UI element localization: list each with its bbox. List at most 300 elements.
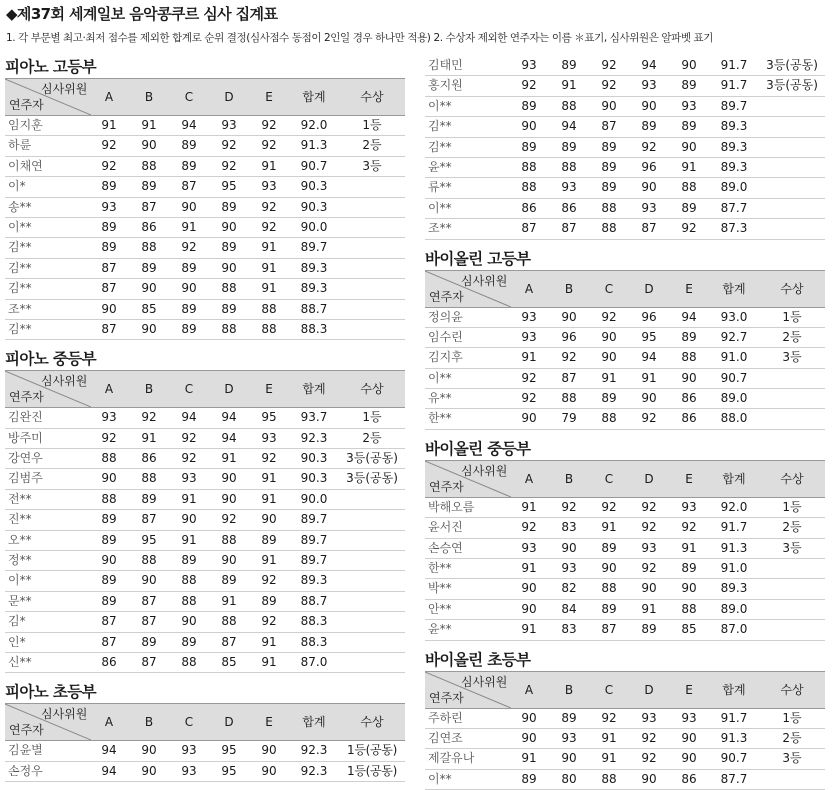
- section-gap: [425, 641, 825, 649]
- judge-score: 88: [561, 98, 577, 113]
- table-row: [425, 409, 825, 429]
- judge-score: 92: [681, 221, 697, 236]
- judges-label: 심사위원: [41, 82, 88, 96]
- performer-name: 전**: [8, 491, 32, 506]
- header-col-5: 합계: [722, 471, 746, 486]
- page-title: ◆제37회 세계일보 음악콩쿠르 심사 집계표: [6, 5, 278, 23]
- performer-name: 김**: [8, 281, 32, 296]
- table-row: [5, 571, 405, 591]
- table-row: [5, 300, 405, 320]
- judge-score: 87: [521, 221, 537, 236]
- judge-score: 88: [601, 771, 617, 786]
- table-row: [5, 279, 405, 299]
- total-score: 87.3: [720, 221, 748, 236]
- performer-name: 윤**: [428, 159, 452, 174]
- table-header: [425, 270, 825, 308]
- judge-score: 91: [601, 751, 617, 766]
- judge-score: 93: [521, 309, 537, 324]
- judge-score: 89: [181, 260, 197, 275]
- total-score: 89.7: [300, 512, 328, 527]
- judge-score: 87: [181, 179, 197, 194]
- judge-score: 93: [181, 471, 197, 486]
- judge-score: 89: [681, 200, 697, 215]
- header-col-6: 수상: [360, 715, 384, 730]
- header-col-3: D: [644, 281, 654, 296]
- total-score: 91.7: [720, 520, 748, 535]
- judge-score: 90: [521, 119, 537, 134]
- judge-score: 88: [141, 553, 157, 568]
- judge-score: 90: [561, 309, 577, 324]
- total-score: 91.0: [720, 561, 748, 576]
- judge-score: 89: [181, 553, 197, 568]
- judge-score: 88: [181, 573, 197, 588]
- judge-score: 88: [601, 221, 617, 236]
- total-score: 89.7: [300, 553, 328, 568]
- header-col-0: A: [524, 281, 534, 296]
- performer-name: 김태민: [428, 58, 463, 72]
- judge-score: 89: [261, 532, 277, 547]
- total-score: 90.3: [300, 199, 328, 214]
- judge-score: 93: [521, 540, 537, 555]
- left-column: [5, 56, 405, 782]
- total-score: 88.7: [300, 593, 328, 608]
- header-col-0: A: [104, 90, 114, 104]
- total-score: 87.0: [720, 622, 748, 637]
- judge-score: 80: [561, 771, 577, 786]
- judge-score: 89: [521, 139, 537, 154]
- judge-score: 91: [141, 118, 157, 132]
- table-row: [5, 136, 405, 156]
- performer-name: 임수린: [428, 329, 463, 344]
- section-piano-high: [5, 56, 405, 340]
- judge-score: 88: [601, 581, 617, 596]
- performer-name: 오**: [8, 532, 32, 547]
- performer-name: 정**: [8, 553, 32, 568]
- header-col-2: C: [184, 90, 194, 104]
- judge-score: 90: [181, 614, 197, 629]
- judges-label: 심사위원: [41, 707, 88, 722]
- judge-score: 88: [261, 321, 277, 336]
- total-score: 87.7: [720, 200, 748, 215]
- total-score: 89.7: [300, 532, 328, 547]
- judge-score: 90: [221, 491, 237, 506]
- section-piano-elem-cont: [425, 56, 825, 240]
- performer-label: 연주자: [429, 690, 464, 705]
- judge-score: 90: [521, 710, 537, 725]
- judge-score: 89: [601, 540, 617, 555]
- table-header: [425, 671, 825, 709]
- judge-score: 88: [561, 159, 577, 174]
- section-title: 바이올린 초등부: [425, 650, 531, 669]
- table-row: [425, 579, 825, 599]
- header-col-2: C: [604, 471, 614, 486]
- table-row: [5, 177, 405, 197]
- judge-score: 89: [101, 573, 117, 588]
- judge-score: 89: [181, 634, 197, 649]
- judge-score: 87: [601, 119, 617, 134]
- judge-score: 89: [101, 532, 117, 547]
- table-row: [425, 117, 825, 137]
- header-col-3: D: [224, 715, 234, 730]
- performer-name: 이**: [428, 98, 452, 113]
- performer-name: 하륜: [8, 138, 32, 153]
- judge-score: 91: [261, 491, 277, 506]
- performer-name: 조**: [428, 221, 452, 236]
- judge-score: 90: [521, 601, 537, 616]
- table-row: [425, 308, 825, 328]
- judge-score: 93: [641, 200, 657, 215]
- judge-score: 90: [681, 581, 697, 596]
- judge-score: 90: [141, 573, 157, 588]
- judge-score: 87: [141, 199, 157, 214]
- judge-score: 89: [101, 179, 117, 194]
- header-col-3: D: [224, 90, 234, 104]
- judge-score: 89: [681, 119, 697, 134]
- judge-score: 90: [101, 471, 117, 486]
- judge-score: 79: [561, 411, 577, 426]
- performer-name: 손승연: [428, 540, 463, 555]
- judge-score: 91: [181, 491, 197, 506]
- judge-score: 92: [521, 391, 537, 406]
- judge-score: 91: [681, 159, 697, 174]
- total-score: 91.3: [720, 540, 748, 555]
- performer-name: 김**: [8, 240, 32, 255]
- section-piano-middle: [5, 340, 405, 673]
- judge-score: 92: [261, 199, 277, 214]
- judge-score: 92: [601, 58, 617, 72]
- judge-score: 90: [261, 743, 277, 758]
- table-row: [425, 219, 825, 239]
- judge-score: 89: [221, 199, 237, 214]
- header-col-5: 합계: [722, 281, 746, 296]
- header-col-3: D: [644, 471, 654, 486]
- table-row: [5, 259, 405, 279]
- judge-score: 92: [101, 430, 117, 445]
- header-col-5: 합계: [722, 682, 746, 697]
- judge-score: 88: [101, 451, 117, 466]
- table-row: [425, 709, 825, 729]
- performer-name: 이**: [8, 219, 32, 234]
- judge-score: 94: [681, 309, 697, 324]
- judge-score: 90: [641, 771, 657, 786]
- header-col-1: B: [144, 90, 154, 104]
- performer-name: 윤**: [428, 622, 452, 637]
- header-col-4: E: [265, 382, 273, 397]
- total-score: 89.7: [720, 98, 748, 113]
- judge-score: 88: [221, 614, 237, 629]
- judge-score: 91: [521, 622, 537, 637]
- award: 1등: [782, 309, 802, 324]
- judge-score: 89: [601, 391, 617, 406]
- performer-name: 이*: [8, 179, 26, 194]
- judge-score: 83: [561, 520, 577, 535]
- judge-score: 85: [221, 654, 237, 669]
- judge-score: 89: [101, 593, 117, 608]
- table-row: [5, 449, 405, 469]
- table-row: [5, 198, 405, 218]
- judge-score: 90: [561, 751, 577, 766]
- judge-score: 86: [561, 200, 577, 215]
- judge-score: 91: [641, 370, 657, 385]
- header-col-0: A: [524, 471, 534, 486]
- performer-name: 김*: [8, 614, 26, 629]
- performer-name: 이채연: [8, 158, 43, 173]
- table-header: [5, 78, 405, 116]
- judge-score: 92: [261, 451, 277, 466]
- total-score: 88.0: [720, 411, 748, 426]
- judge-score: 85: [141, 301, 157, 316]
- performer-name: 류**: [428, 180, 452, 195]
- judge-score: 89: [561, 58, 577, 72]
- judge-score: 89: [101, 219, 117, 234]
- section-title: 피아노 초등부: [5, 683, 97, 702]
- judge-score: 90: [641, 581, 657, 596]
- table-row: [5, 633, 405, 653]
- judge-score: 90: [681, 751, 697, 766]
- judge-score: 93: [561, 561, 577, 576]
- judge-score: 92: [221, 512, 237, 527]
- judge-score: 88: [101, 491, 117, 506]
- judge-score: 92: [221, 158, 237, 173]
- judge-score: 91: [221, 451, 237, 466]
- judge-score: 89: [221, 301, 237, 316]
- judge-score: 91: [261, 158, 277, 173]
- judge-score: 87: [101, 634, 117, 649]
- performer-name: 박해오름: [428, 499, 475, 514]
- performer-name: 인*: [8, 634, 26, 649]
- header-col-1: B: [144, 715, 154, 730]
- table-row: [5, 592, 405, 612]
- performer-name: 이**: [428, 771, 452, 786]
- judge-score: 90: [261, 763, 277, 778]
- judge-score: 92: [181, 451, 197, 466]
- performer-name: 주하린: [428, 710, 463, 725]
- table-row: [5, 429, 405, 449]
- judge-score: 95: [221, 179, 237, 194]
- judge-score: 91: [601, 730, 617, 745]
- judge-score: 94: [641, 58, 657, 72]
- header-col-3: D: [224, 382, 234, 397]
- award: 2등: [362, 138, 382, 153]
- judge-score: 90: [681, 730, 697, 745]
- judge-score: 89: [681, 329, 697, 344]
- total-score: 91.7: [720, 710, 748, 725]
- judge-score: 95: [221, 743, 237, 758]
- judge-score: 82: [561, 581, 577, 596]
- performer-name: 강연우: [8, 451, 43, 466]
- judge-score: 87: [141, 614, 157, 629]
- judge-score: 89: [101, 240, 117, 255]
- header-col-1: B: [144, 382, 154, 397]
- performer-name: 김윤별: [8, 743, 43, 758]
- judge-score: 89: [521, 98, 537, 113]
- performer-label: 연주자: [429, 479, 464, 494]
- header-col-0: A: [104, 715, 114, 730]
- total-score: 92.3: [300, 743, 328, 758]
- performer-name: 임지훈: [8, 118, 43, 132]
- section-gap: [425, 240, 825, 248]
- judges-label: 심사위원: [461, 463, 508, 478]
- right-column: [425, 56, 825, 790]
- section-title: 바이올린 고등부: [425, 249, 531, 268]
- header-col-2: C: [184, 382, 194, 397]
- total-score: 91.7: [720, 58, 748, 72]
- judge-score: 90: [181, 199, 197, 214]
- judge-score: 92: [221, 138, 237, 153]
- table-row: [5, 469, 405, 489]
- performer-name: 김범주: [8, 471, 43, 486]
- judge-score: 92: [641, 139, 657, 154]
- total-score: 92.0: [300, 118, 328, 132]
- total-score: 90.0: [300, 219, 328, 234]
- judge-score: 90: [681, 139, 697, 154]
- performer-name: 손정우: [8, 763, 43, 778]
- judge-score: 92: [181, 240, 197, 255]
- judge-score: 90: [141, 743, 157, 758]
- judge-score: 90: [521, 581, 537, 596]
- judge-score: 91: [521, 561, 537, 576]
- judge-score: 90: [181, 281, 197, 296]
- award: 1등: [362, 118, 382, 132]
- judge-score: 90: [521, 411, 537, 426]
- judge-score: 89: [141, 260, 157, 275]
- judge-score: 86: [101, 654, 117, 669]
- judge-score: 87: [221, 634, 237, 649]
- total-score: 91.3: [720, 730, 748, 745]
- judge-score: 87: [561, 370, 577, 385]
- table-row: [5, 320, 405, 340]
- judge-score: 89: [221, 240, 237, 255]
- judge-score: 89: [561, 710, 577, 725]
- header-col-1: B: [564, 471, 574, 486]
- table-row: [425, 518, 825, 538]
- total-score: 89.3: [300, 573, 328, 588]
- performer-label: 연주자: [429, 289, 464, 304]
- judge-score: 89: [141, 179, 157, 194]
- performer-name: 송**: [8, 199, 32, 214]
- header-col-5: 합계: [302, 90, 326, 104]
- award: 3등: [782, 540, 802, 555]
- judge-score: 93: [641, 78, 657, 93]
- table-row: [425, 600, 825, 620]
- judge-score: 96: [641, 309, 657, 324]
- judge-score: 88: [681, 180, 697, 195]
- table-row: [425, 348, 825, 368]
- judge-score: 89: [681, 561, 697, 576]
- judge-score: 89: [181, 138, 197, 153]
- judge-score: 92: [521, 370, 537, 385]
- table-row: [5, 408, 405, 428]
- table-row: [5, 762, 405, 782]
- judge-score: 88: [141, 471, 157, 486]
- total-score: 88.7: [300, 301, 328, 316]
- judge-score: 93: [681, 499, 697, 514]
- performer-name: 신**: [8, 654, 32, 669]
- judge-score: 91: [221, 593, 237, 608]
- judge-score: 91: [141, 430, 157, 445]
- header-col-1: B: [564, 281, 574, 296]
- judge-score: 94: [101, 763, 117, 778]
- total-score: 90.3: [300, 471, 328, 486]
- judge-score: 93: [101, 199, 117, 214]
- total-score: 91.7: [720, 78, 748, 93]
- award: 1등: [362, 410, 382, 425]
- judge-score: 89: [641, 119, 657, 134]
- judge-score: 91: [681, 540, 697, 555]
- total-score: 87.0: [300, 654, 328, 669]
- header-col-5: 합계: [302, 382, 326, 397]
- performer-name: 박**: [428, 581, 452, 596]
- table-row: [5, 116, 405, 136]
- judge-score: 91: [261, 654, 277, 669]
- table-row: [5, 531, 405, 551]
- judge-score: 84: [561, 601, 577, 616]
- header-col-4: E: [265, 90, 273, 104]
- judge-score: 94: [181, 410, 197, 425]
- judge-score: 87: [641, 221, 657, 236]
- table-row: [5, 157, 405, 177]
- header-col-2: C: [184, 715, 194, 730]
- total-score: 89.3: [720, 119, 748, 134]
- judge-score: 85: [681, 622, 697, 637]
- award: 2등: [782, 730, 802, 745]
- judge-score: 92: [101, 158, 117, 173]
- header-col-0: A: [104, 382, 114, 397]
- judge-score: 91: [641, 601, 657, 616]
- total-score: 91.3: [300, 138, 328, 153]
- judge-score: 90: [601, 98, 617, 113]
- judge-score: 92: [641, 561, 657, 576]
- judge-score: 90: [601, 561, 617, 576]
- judge-score: 89: [681, 78, 697, 93]
- judge-score: 92: [141, 410, 157, 425]
- judge-score: 93: [261, 430, 277, 445]
- page-subtitle: 1. 각 부문별 최고·최저 점수를 제외한 합계로 순위 결정(심사점수 동점이 2인일 경우 하나만 적용) 2. 수상자 제외한 연주자는 이름 ＊표기, 심사위원은 알파벳 표기: [6, 32, 714, 44]
- total-score: 89.0: [720, 180, 748, 195]
- table-row: [5, 238, 405, 258]
- performer-name: 김지후: [428, 350, 463, 365]
- total-score: 92.0: [720, 499, 748, 514]
- judge-score: 92: [521, 78, 537, 93]
- award: 3등(공동): [766, 58, 818, 72]
- total-score: 92.7: [720, 329, 748, 344]
- table-header: [5, 370, 405, 408]
- judge-score: 90: [141, 281, 157, 296]
- table-row: [5, 218, 405, 238]
- judge-score: 86: [141, 451, 157, 466]
- judge-score: 92: [261, 138, 277, 153]
- section-violin-middle: [425, 430, 825, 641]
- judge-score: 91: [261, 260, 277, 275]
- table-row: [425, 539, 825, 559]
- judge-score: 93: [181, 743, 197, 758]
- judge-score: 87: [141, 654, 157, 669]
- table-row: [5, 741, 405, 761]
- section-violin-high: [425, 240, 825, 430]
- judge-score: 89: [221, 573, 237, 588]
- judge-score: 91: [101, 118, 117, 132]
- judge-score: 92: [601, 78, 617, 93]
- section-title: 피아노 중등부: [5, 350, 97, 369]
- total-score: 89.7: [300, 240, 328, 255]
- judge-score: 91: [261, 553, 277, 568]
- judge-score: 87: [561, 221, 577, 236]
- judge-score: 90: [601, 329, 617, 344]
- judge-score: 95: [141, 532, 157, 547]
- judge-score: 91: [261, 281, 277, 296]
- header-col-5: 합계: [302, 715, 326, 730]
- table-row: [5, 551, 405, 571]
